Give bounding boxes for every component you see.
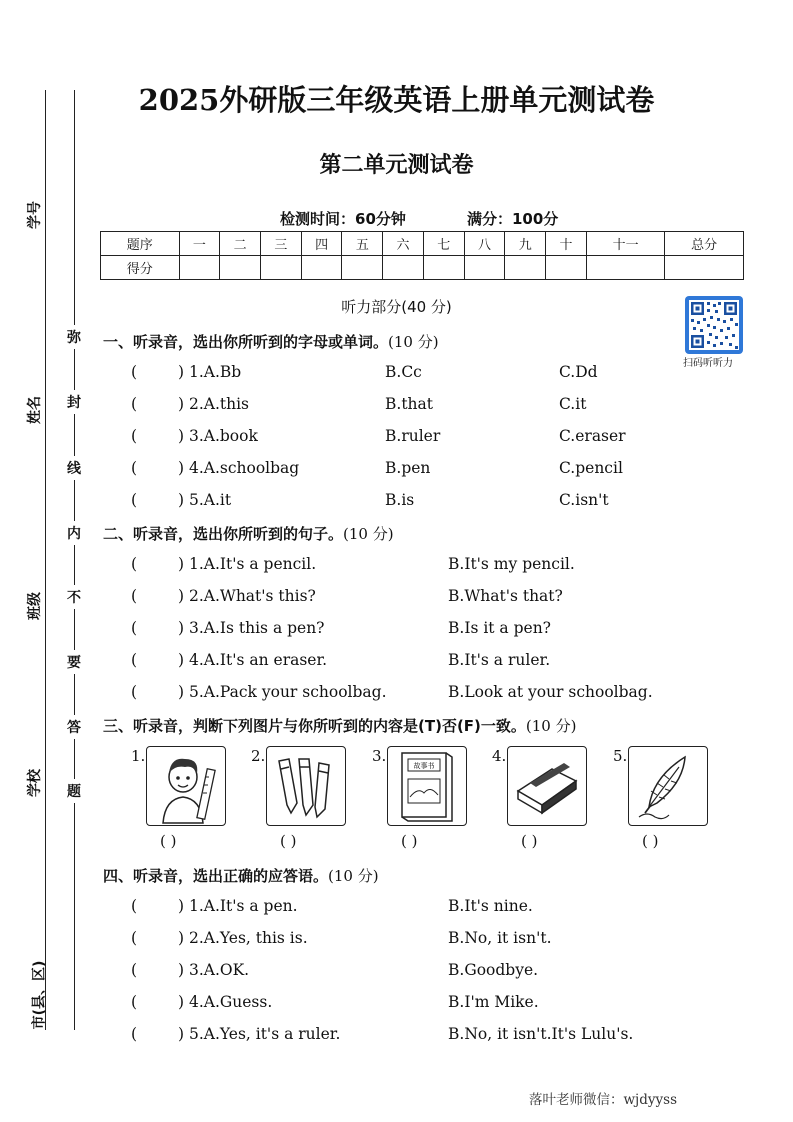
exam-time: 检测时间：60分钟: [280, 210, 406, 228]
answer-blank[interactable]: (: [131, 683, 138, 701]
question-option-b: B.What's that?: [448, 587, 563, 605]
score-table-row-label: 得分: [101, 256, 180, 280]
section-title-text: 二、听录音，选出你所听到的句子。: [103, 525, 344, 543]
qr-label: 扫码听听力: [683, 358, 733, 369]
score-cell[interactable]: [586, 256, 665, 280]
section-title-text: 三、听录音，判断下列图片与你所听到的内容是(T)否(F)一致。: [103, 717, 526, 735]
side-label-class: 班级: [27, 592, 43, 620]
qr-code-icon[interactable]: [685, 296, 743, 354]
score-table-col: 十: [546, 232, 587, 256]
eraser-icon: [508, 747, 586, 825]
score-table-col: 五: [342, 232, 383, 256]
question-option-b: B.pen: [385, 459, 431, 477]
seal-char: 线: [67, 456, 81, 480]
side-label-student-id: 学号: [27, 201, 43, 229]
unit-subtitle: 第二单元测试卷: [319, 152, 474, 178]
question-option-c: C.pencil: [559, 459, 623, 477]
question-option-a: ) 4.A.schoolbag: [178, 459, 300, 477]
question-option-c: C.it: [559, 395, 587, 413]
answer-blank[interactable]: (: [131, 491, 138, 509]
boy-with-ruler-icon: [147, 747, 225, 825]
answer-blank[interactable]: ( ): [160, 832, 177, 850]
picture-number: 2.: [251, 747, 266, 765]
score-table-col: 八: [464, 232, 505, 256]
question-option-b: B.I'm Mike.: [448, 993, 539, 1011]
side-label-name: 姓名: [27, 396, 43, 424]
answer-blank[interactable]: (: [131, 555, 138, 573]
question-option-b: B.No, it isn't.It's Lulu's.: [448, 1025, 634, 1043]
answer-blank[interactable]: (: [131, 619, 138, 637]
question-option-b: B.ruler: [385, 427, 441, 445]
answer-blank[interactable]: ( ): [521, 832, 538, 850]
answer-blank[interactable]: (: [131, 961, 138, 979]
listening-part-title: 听力部分(40 分): [341, 298, 452, 316]
picture-frame: [387, 746, 467, 826]
binding-line-left: [45, 90, 46, 1030]
answer-blank[interactable]: (: [131, 363, 138, 381]
question-option-a: ) 5.A.it: [178, 491, 232, 509]
seal-char: 内: [67, 521, 81, 545]
answer-blank[interactable]: ( ): [642, 832, 659, 850]
score-table-col: 九: [505, 232, 546, 256]
answer-blank[interactable]: (: [131, 427, 138, 445]
seal-char: 不: [67, 585, 81, 609]
question-option-b: B.Goodbye.: [448, 961, 539, 979]
score-cell[interactable]: [342, 256, 383, 280]
question-option-a: ) 2.A.this: [178, 395, 250, 413]
question-option-a: ) 5.A.Pack your schoolbag.: [178, 683, 387, 701]
picture-frame: [628, 746, 708, 826]
footer-contact: 落叶老师微信：wjdyyss: [529, 1092, 677, 1108]
picture-number: 3.: [372, 747, 387, 765]
question-option-b: B.It's a ruler.: [448, 651, 551, 669]
picture-frame: [266, 746, 346, 826]
score-cell[interactable]: [301, 256, 342, 280]
score-cell[interactable]: [423, 256, 464, 280]
score-cell[interactable]: [546, 256, 587, 280]
section-2-title: [103, 523, 394, 544]
question-option-a: ) 3.A.book: [178, 427, 258, 445]
question-option-b: B.is: [385, 491, 415, 509]
section-points: (10 分): [388, 333, 439, 351]
question-option-b: B.that: [385, 395, 433, 413]
question-option-b: B.Look at your schoolbag.: [448, 683, 653, 701]
storybook-title: 故事书: [413, 762, 435, 770]
question-option-a: ) 3.A.Is this a pen?: [178, 619, 325, 637]
question-option-a: ) 1.A.Bb: [178, 363, 242, 381]
score-table-col: 六: [383, 232, 424, 256]
question-option-b: B.It's nine.: [448, 897, 533, 915]
question-option-b: B.Is it a pen?: [448, 619, 551, 637]
page-title: 2025外研版三年级英语上册单元测试卷: [138, 83, 655, 117]
score-table-col: 一: [179, 232, 220, 256]
answer-blank[interactable]: (: [131, 395, 138, 413]
question-option-a: ) 4.A.Guess.: [178, 993, 273, 1011]
score-table-header-row: [101, 232, 744, 256]
question-option-c: C.Dd: [559, 363, 598, 381]
answer-blank[interactable]: (: [131, 587, 138, 605]
side-label-city: 市(县、区): [31, 960, 48, 1030]
section-1-title: [103, 331, 439, 352]
section-3-title: [103, 715, 576, 736]
score-table-col: 十一: [586, 232, 665, 256]
question-option-a: ) 1.A.It's a pen.: [178, 897, 298, 915]
question-option-c: C.eraser: [559, 427, 626, 445]
answer-blank[interactable]: (: [131, 929, 138, 947]
answer-blank[interactable]: (: [131, 1025, 138, 1043]
score-cell[interactable]: [220, 256, 261, 280]
question-option-a: ) 3.A.OK.: [178, 961, 250, 979]
answer-blank[interactable]: ( ): [401, 832, 418, 850]
score-cell[interactable]: [179, 256, 220, 280]
answer-blank[interactable]: (: [131, 993, 138, 1011]
feather-pen-icon: [629, 747, 707, 825]
seal-char: 弥: [67, 325, 81, 349]
score-cell[interactable]: [383, 256, 424, 280]
question-option-b: B.No, it isn't.: [448, 929, 552, 947]
full-score: 满分：100分: [467, 210, 559, 228]
score-table: [100, 231, 744, 280]
score-cell[interactable]: [505, 256, 546, 280]
answer-blank[interactable]: (: [131, 651, 138, 669]
score-table-score-row: [101, 256, 744, 280]
question-option-a: ) 5.A.Yes, it's a ruler.: [178, 1025, 341, 1043]
answer-blank[interactable]: (: [131, 459, 138, 477]
section-points: (10 分): [328, 867, 379, 885]
picture-number: 4.: [492, 747, 507, 765]
answer-blank[interactable]: ( ): [280, 832, 297, 850]
question-option-a: ) 2.A.What's this?: [178, 587, 316, 605]
pens-icon: [267, 747, 345, 825]
side-label-school: 学校: [27, 769, 43, 797]
picture-number: 5.: [613, 747, 628, 765]
section-points: (10 分): [525, 717, 577, 735]
storybook-icon: [388, 747, 466, 825]
question-option-b: B.Cc: [385, 363, 422, 381]
question-option-a: ) 2.A.Yes, this is.: [178, 929, 308, 947]
score-table-col: 四: [301, 232, 342, 256]
score-cell[interactable]: [260, 256, 301, 280]
picture-frame: [507, 746, 587, 826]
score-table-row-label: 题序: [101, 232, 180, 256]
question-option-c: C.isn't: [559, 491, 609, 509]
score-table-col: 三: [260, 232, 301, 256]
question-option-a: ) 1.A.It's a pencil.: [178, 555, 317, 573]
section-title-text: 四、听录音，选出正确的应答语。: [103, 867, 329, 885]
picture-frame: [146, 746, 226, 826]
question-option-b: B.It's my pencil.: [448, 555, 575, 573]
seal-char: 答: [67, 715, 81, 739]
score-table-col: 总分: [665, 232, 744, 256]
section-title-text: 一、听录音，选出你所听到的字母或单词。: [103, 333, 389, 351]
score-table-col: 七: [423, 232, 464, 256]
binding-line-right: [74, 90, 75, 1030]
score-table-col: 二: [220, 232, 261, 256]
score-cell[interactable]: [665, 256, 744, 280]
score-cell[interactable]: [464, 256, 505, 280]
seal-char: 要: [67, 650, 81, 674]
picture-number: 1.: [131, 747, 146, 765]
question-option-a: ) 4.A.It's an eraser.: [178, 651, 328, 669]
seal-char: 封: [67, 390, 81, 414]
section-points: (10 分): [343, 525, 394, 543]
seal-char: 题: [67, 779, 81, 803]
section-4-title: [103, 865, 379, 886]
answer-blank[interactable]: (: [131, 897, 138, 915]
